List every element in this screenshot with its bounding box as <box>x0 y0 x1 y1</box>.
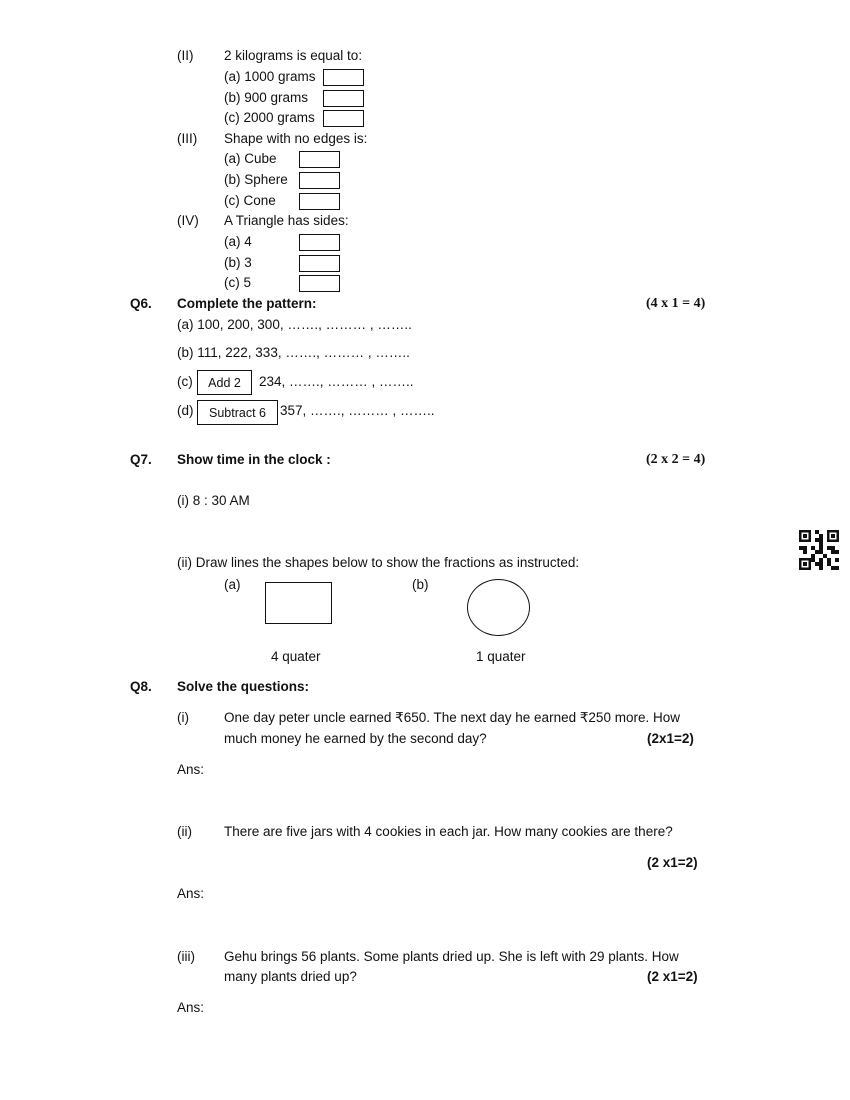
question-number: (III) <box>177 131 198 146</box>
option-label: (b) 3 <box>224 255 252 270</box>
answer-label: Ans: <box>177 1000 205 1015</box>
answer-checkbox[interactable] <box>299 255 340 272</box>
question-number: (II) <box>177 48 194 63</box>
option-label: (a) Cube <box>224 151 277 166</box>
rule-box <box>197 400 278 425</box>
word-problem-text: One day peter uncle earned ₹650. The next day he earned ₹250 more. How <box>224 710 680 725</box>
pattern-line: 357, ……., ……… , …….. <box>280 403 435 418</box>
answer-checkbox[interactable] <box>323 69 364 86</box>
word-problem-text: Gehu brings 56 plants. Some plants dried up. She is left with 29 plants. How <box>224 949 679 964</box>
option-label: (c) 2000 grams <box>224 110 315 125</box>
pattern-label: (c) <box>177 374 193 389</box>
shape-label: (b) <box>412 577 429 592</box>
answer-checkbox[interactable] <box>323 90 364 107</box>
answer-checkbox[interactable] <box>299 172 340 189</box>
question-title: Solve the questions: <box>177 679 310 694</box>
option-label: (c) Cone <box>224 193 276 208</box>
option-label: (a) 1000 grams <box>224 69 316 84</box>
answer-label: Ans: <box>177 886 205 901</box>
question-number: Q8. <box>130 679 152 694</box>
pattern-line: (a) 100, 200, 300, ……., ……… , …….. <box>177 317 412 332</box>
pattern-line: (b) 111, 222, 333, ……., ……… , …….. <box>177 345 410 360</box>
rule-box-text: Add 2 <box>208 375 241 390</box>
option-label: (c) 5 <box>224 275 251 290</box>
word-problem-text: much money he earned by the second day? <box>224 731 487 746</box>
marks-label: (2 x1=2) <box>647 855 698 870</box>
shape-caption: 4 quater <box>271 649 321 664</box>
question-number: (IV) <box>177 213 199 228</box>
answer-checkbox[interactable] <box>323 110 364 127</box>
option-label: (a) 4 <box>224 234 252 249</box>
question-number: Q7. <box>130 452 152 467</box>
question-title: Show time in the clock : <box>177 452 331 467</box>
question-text: A Triangle has sides: <box>224 213 349 228</box>
question-text: 2 kilograms is equal to: <box>224 48 363 63</box>
question-number: Q6. <box>130 296 152 311</box>
clock-time-prompt: (i) 8 : 30 AM <box>177 493 250 508</box>
rule-box-text: Subtract 6 <box>209 405 266 420</box>
question-text: Shape with no edges is: <box>224 131 368 146</box>
answer-checkbox[interactable] <box>299 234 340 251</box>
sub-question-number: (i) <box>177 710 189 725</box>
qr-code <box>799 530 839 570</box>
marks-label: (4 x 1 = 4) <box>646 296 706 311</box>
option-label: (b) Sphere <box>224 172 288 187</box>
option-label: (b) 900 grams <box>224 90 309 105</box>
fraction-prompt: (ii) Draw lines the shapes below to show the fractions as instructed: <box>177 555 580 570</box>
rule-box <box>197 370 252 395</box>
circle-shape[interactable] <box>467 579 530 636</box>
marks-label: (2x1=2) <box>647 731 694 746</box>
marks-label: (2 x1=2) <box>647 969 698 984</box>
marks-label: (2 x 2 = 4) <box>646 452 706 467</box>
word-problem-text: There are five jars with 4 cookies in each jar. How many cookies are there? <box>224 824 673 839</box>
pattern-label: (d) <box>177 403 194 418</box>
answer-label: Ans: <box>177 762 205 777</box>
answer-checkbox[interactable] <box>299 151 340 168</box>
answer-checkbox[interactable] <box>299 193 340 210</box>
rectangle-shape[interactable] <box>265 582 332 624</box>
sub-question-number: (ii) <box>177 824 192 839</box>
sub-question-number: (iii) <box>177 949 195 964</box>
shape-caption: 1 quater <box>476 649 526 664</box>
shape-label: (a) <box>224 577 241 592</box>
pattern-line: 234, ……., ……… , …….. <box>259 374 414 389</box>
answer-checkbox[interactable] <box>299 275 340 292</box>
word-problem-text: many plants dried up? <box>224 969 357 984</box>
question-title: Complete the pattern: <box>177 296 317 311</box>
